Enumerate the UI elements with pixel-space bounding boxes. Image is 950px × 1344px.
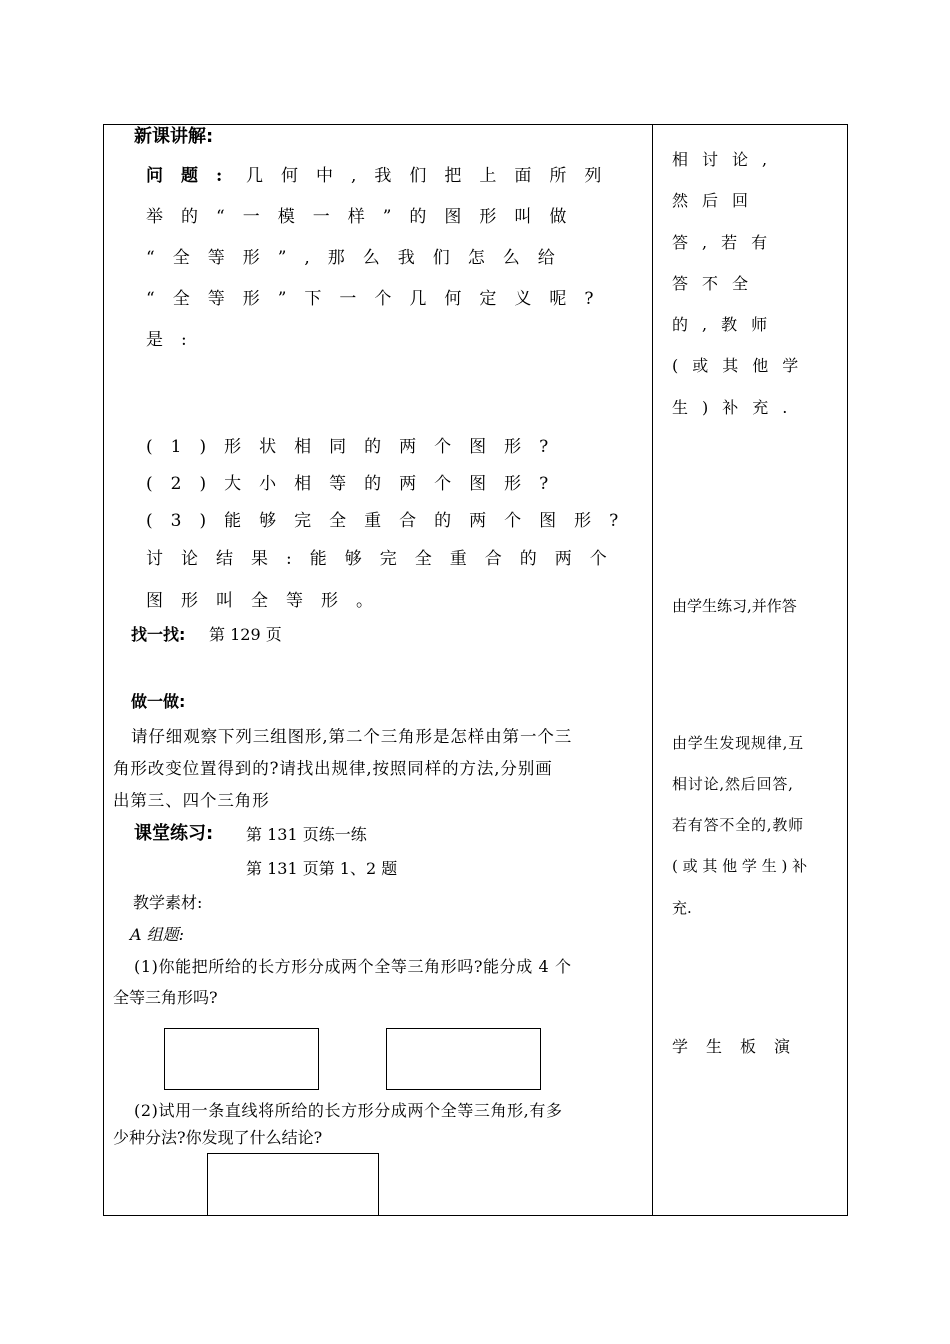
question-line-5: 是: bbox=[146, 330, 205, 350]
do-line-2: 角形改变位置得到的?请找出规律,按照同样的方法,分别画 bbox=[113, 759, 553, 778]
note-line-1: 相讨论, bbox=[672, 150, 782, 169]
do-line-3: 出第三、四个三角形 bbox=[113, 791, 270, 810]
note-discover-4: ( 或 其 他 学 生 ) 补 bbox=[672, 857, 808, 875]
heading-new-lesson: 新课讲解: bbox=[134, 126, 214, 147]
practice-line-2: 第 131 页第 1、2 题 bbox=[246, 859, 398, 878]
rectangle-figure-3 bbox=[207, 1153, 379, 1216]
group-a-label: A 组题: bbox=[130, 925, 185, 944]
practice-label: 课堂练习: bbox=[134, 823, 214, 844]
question-line-1: 几何中,我们把上面所列 bbox=[246, 166, 620, 186]
problem-1-line-1: (1)你能把所给的长方形分成两个全等三角形吗?能分成 4 个 bbox=[134, 957, 572, 976]
option-2: (2)大小相等的两个图形? bbox=[146, 474, 567, 494]
rectangle-figure-1 bbox=[164, 1028, 319, 1090]
option-1: (1)形状相同的两个图形? bbox=[146, 437, 567, 457]
question-line-3: “全等形”,那么我们怎么给 bbox=[146, 248, 573, 268]
note-discover-1: 由学生发现规律,互 bbox=[672, 734, 804, 752]
note-line-3: 答,若有 bbox=[672, 233, 782, 252]
do-label: 做一做: bbox=[131, 692, 186, 711]
material-label: 教学素材: bbox=[133, 893, 203, 912]
note-line-5: 的,教师 bbox=[672, 315, 782, 334]
note-discover-2: 相讨论,然后回答, bbox=[672, 775, 794, 793]
do-line-1: 请仔细观察下列三组图形,第二个三角形是怎样由第一个三 bbox=[131, 727, 573, 746]
question-line-2: 举的“一模一样”的图形叫做 bbox=[146, 207, 585, 227]
note-practice: 由学生练习,并作答 bbox=[672, 597, 797, 615]
note-line-2: 然后回 bbox=[672, 191, 763, 210]
practice-line-1: 第 131 页练一练 bbox=[246, 825, 367, 844]
note-line-7: 生)补充. bbox=[672, 398, 802, 417]
problem-2-line-1: (2)试用一条直线将所给的长方形分成两个全等三角形,有多 bbox=[134, 1101, 563, 1120]
question-label: 问题: bbox=[146, 166, 241, 186]
note-discover-5: 充. bbox=[672, 899, 692, 917]
question-line-4: “全等形”下一个几何定义呢? bbox=[146, 289, 612, 309]
problem-1-line-2: 全等三角形吗? bbox=[113, 988, 218, 1007]
find-label: 找一找: bbox=[131, 625, 186, 644]
rectangle-figure-2 bbox=[386, 1028, 541, 1090]
result-line-1: 讨论结果:能够完全重合的两个 bbox=[146, 549, 625, 569]
option-3: (3)能够完全重合的两个图形? bbox=[146, 511, 637, 531]
find-text: 第 129 页 bbox=[209, 625, 282, 644]
column-divider bbox=[652, 125, 653, 1215]
note-line-4: 答不全 bbox=[672, 274, 763, 293]
note-discover-3: 若有答不全的,教师 bbox=[672, 816, 804, 834]
problem-2-line-2: 少种分法?你发现了什么结论? bbox=[113, 1128, 323, 1147]
note-board: 学生板演 bbox=[672, 1037, 809, 1056]
note-line-6: (或其他学 bbox=[672, 356, 813, 375]
result-line-2: 图形叫全等形。 bbox=[146, 591, 391, 611]
